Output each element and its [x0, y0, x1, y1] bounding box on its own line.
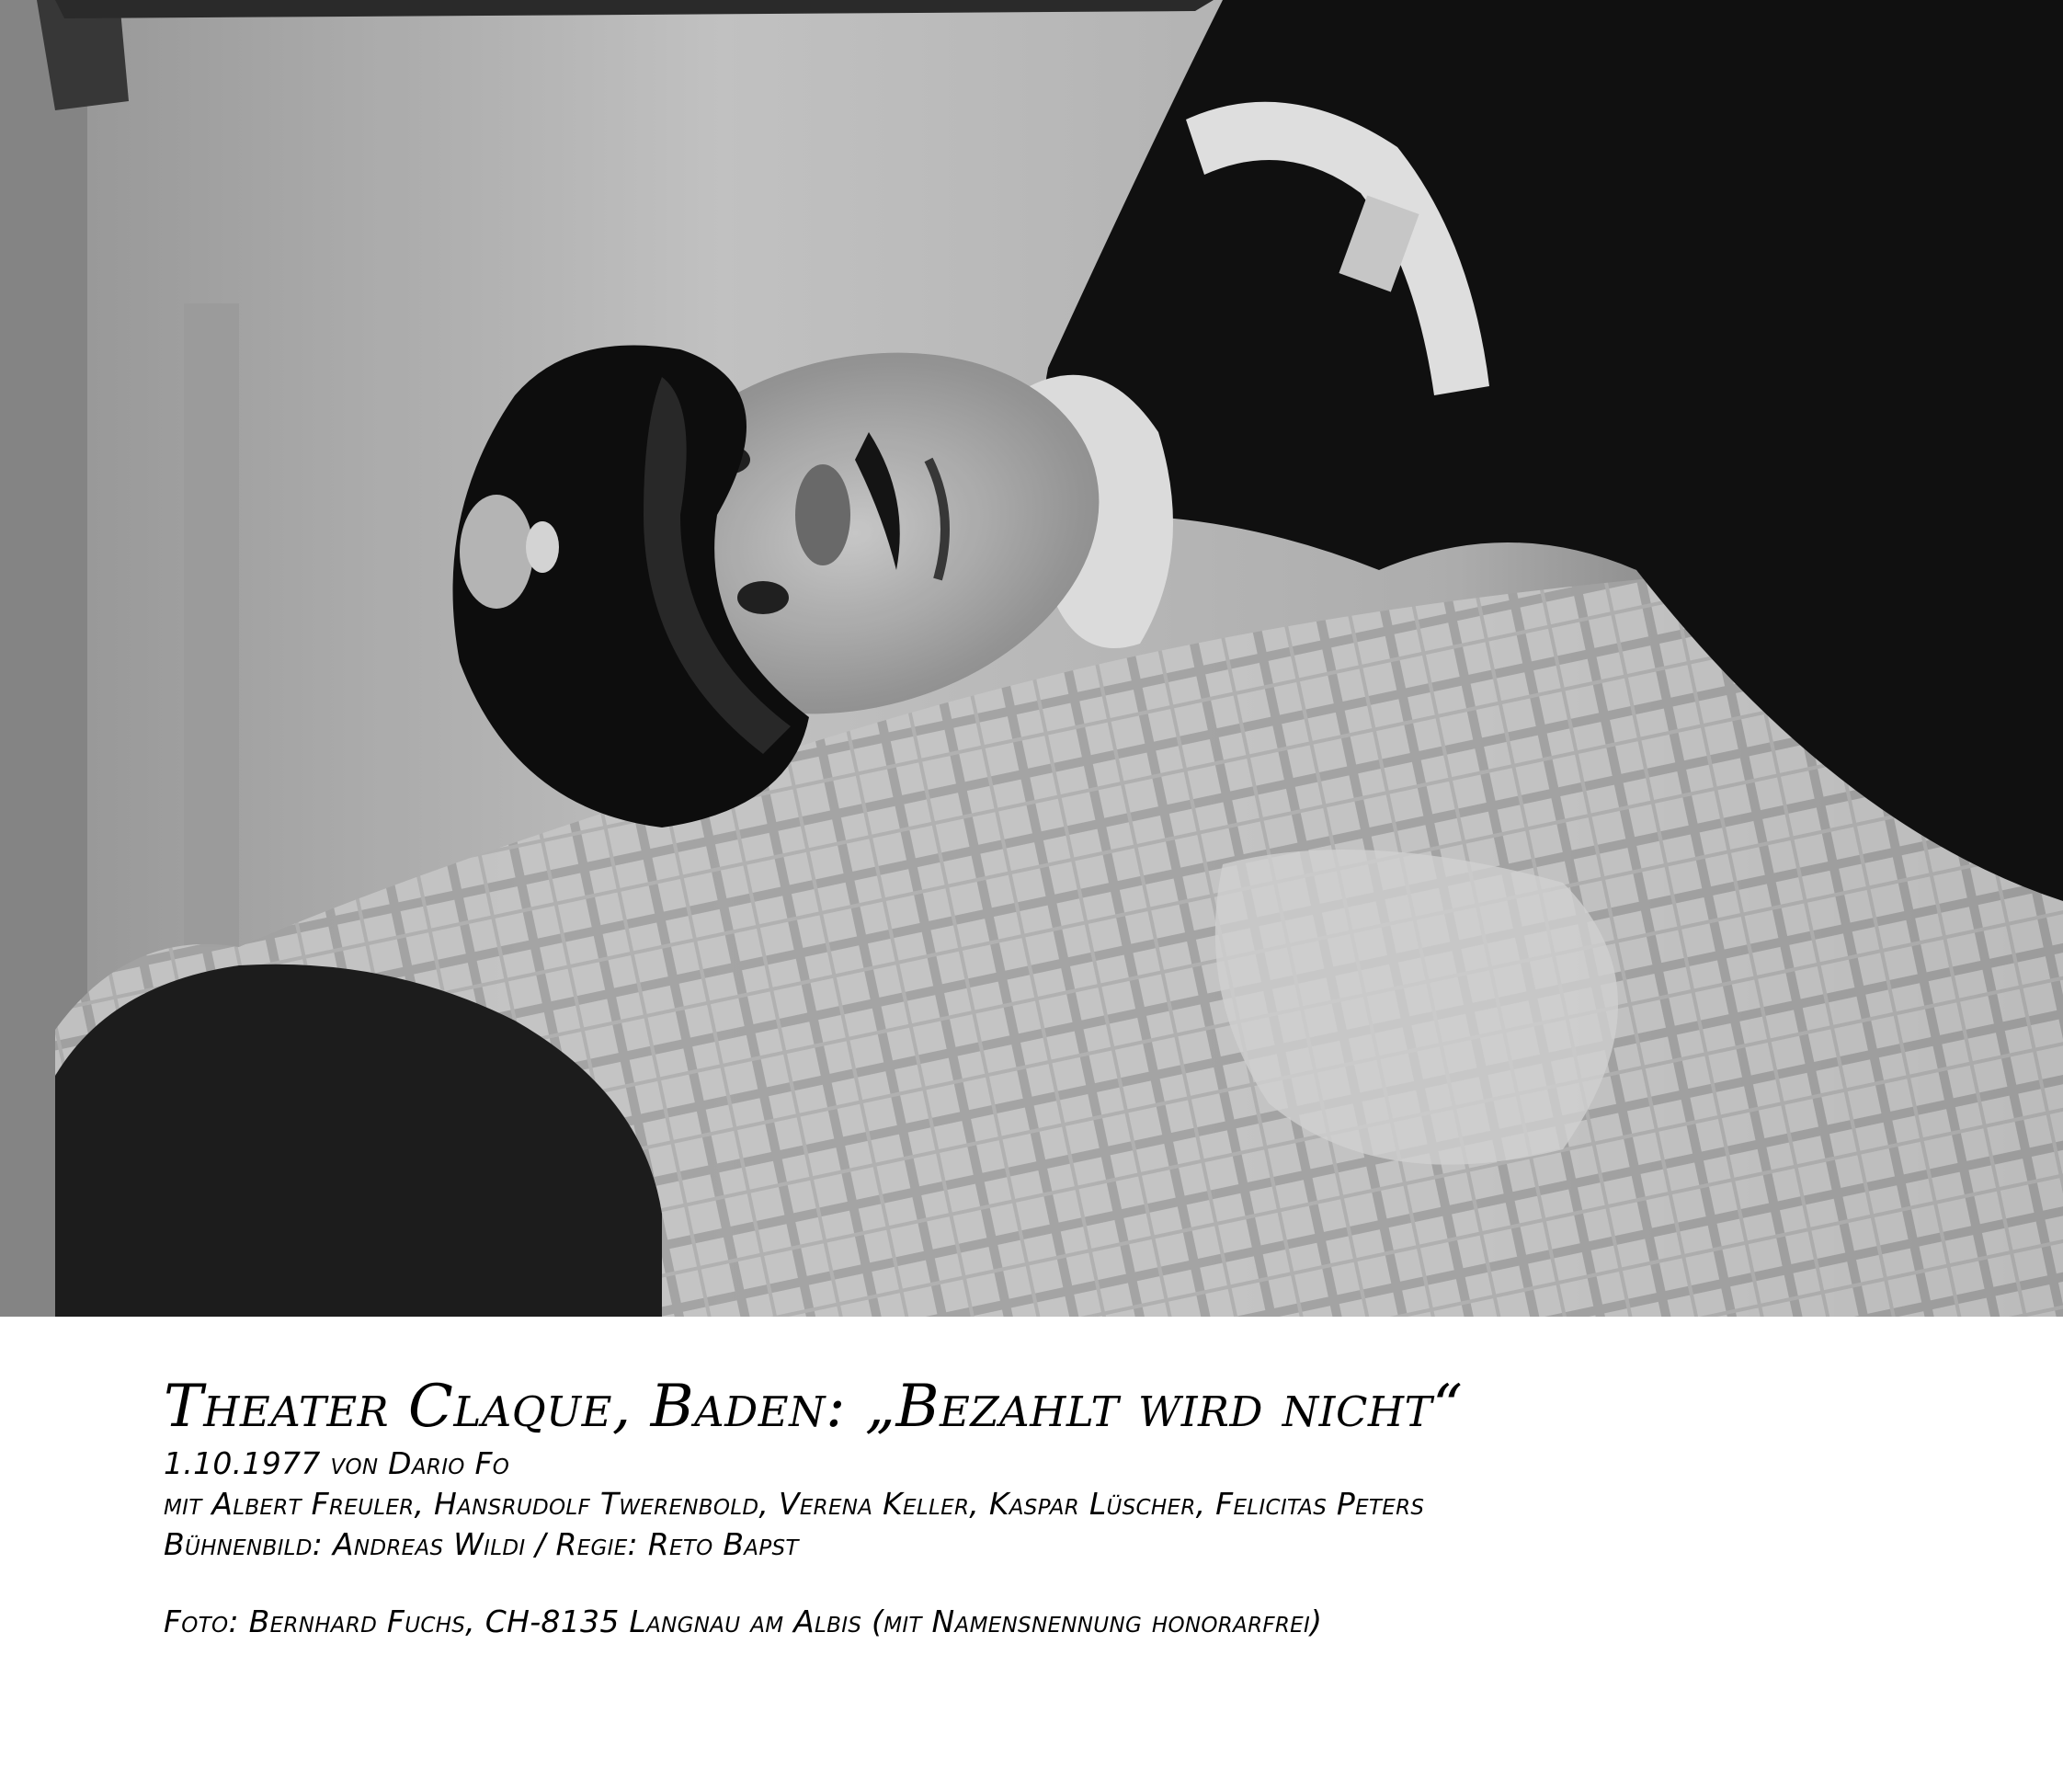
caption-title: Theater Claque, Baden: „Bezahlt wird nicht“ — [164, 1373, 1464, 1441]
caption-date-author: 1.10.1977 von Dario Fo — [164, 1445, 510, 1481]
caption-cast: mit Albert Freuler, Hansrudolf Twerenbold, Verena Keller, Kaspar Lüscher, Felicitas Peters — [164, 1486, 1425, 1522]
caption-photo-credit: Foto: Bernhard Fuchs, CH-8135 Langnau am Albis (mit Namensnennung honorarfrei) — [164, 1604, 1323, 1639]
caption-credits: Bühnenbild: Andreas Wildi / Regie: Reto Bapst — [164, 1526, 799, 1562]
caption-spacer — [164, 1565, 2002, 1602]
caption-block — [164, 1370, 2002, 1642]
